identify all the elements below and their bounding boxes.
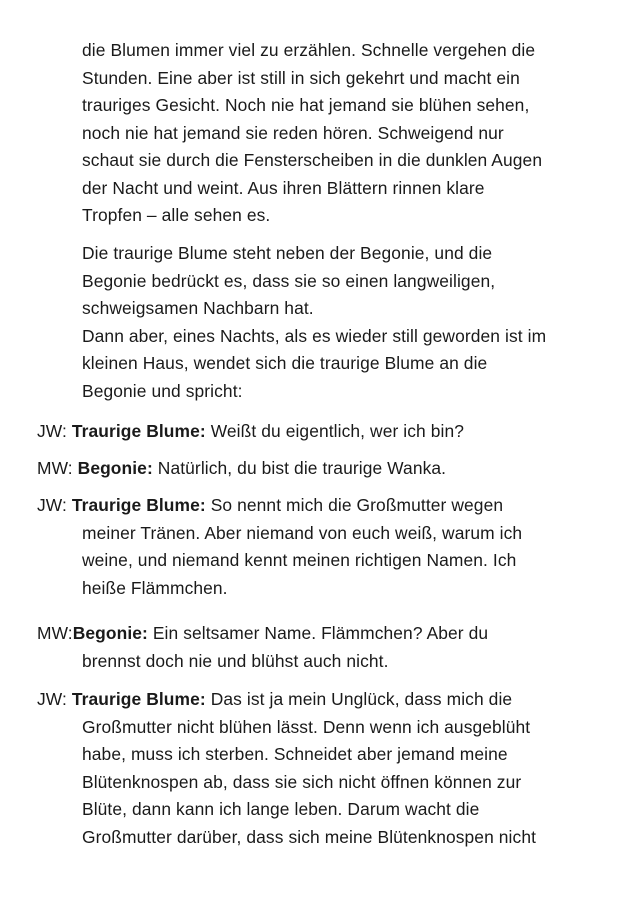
dialogue-first-line <box>37 686 536 714</box>
dialogue-text: So nennt mich die Großmutter wegen <box>205 495 504 515</box>
speaker-tag: MW: <box>37 458 78 478</box>
text-line: der Nacht und weint. Aus ihren Blättern rinnen klare <box>82 177 485 198</box>
dialogue-entry <box>0 686 536 851</box>
role-name: Traurige Blume: <box>71 689 206 709</box>
speaker-tag: JW: <box>37 689 72 709</box>
text-line: trauriges Gesicht. Noch nie hat jemand sie blühen sehen, <box>82 95 530 115</box>
dialogue-text: habe, muss ich sterben. Schneidet aber jemand meine <box>82 744 508 764</box>
speaker-tag: JW: <box>37 495 72 515</box>
dialogue-text: Weißt du eigentlich, wer ich bin? <box>205 421 465 441</box>
role-name: Begonie: <box>77 458 153 478</box>
text-line: Die traurige Blume steht neben der Begonie, und die <box>82 243 493 263</box>
text-line: kleinen Haus, wendet sich die traurige Blume an die <box>82 353 488 373</box>
dialogue-text: heiße Flämmchen. <box>82 577 228 598</box>
role-name: Begonie: <box>72 623 148 643</box>
dialogue-text: meiner Tränen. Aber niemand von euch weiß, warum ich <box>82 522 523 543</box>
dialogue-text: Großmutter darüber, dass sich meine Blütenknospen nicht <box>82 826 537 847</box>
text-line: Tropfen – alle sehen es. <box>82 205 271 225</box>
role-name: Traurige Blume: <box>71 495 206 515</box>
text-line: Dann aber, eines Nachts, als es wieder still geworden ist im <box>82 325 547 346</box>
text-line: noch nie hat jemand sie reden hören. Schweigend nur <box>82 122 504 143</box>
dialogue-text: Ein seltsamer Name. Flämmchen? Aber du <box>147 623 489 643</box>
narrative-paragraph-1 <box>0 37 542 230</box>
dialogue-entry <box>0 418 464 446</box>
text-line: Stunden. Eine aber ist still in sich gekehrt und macht ein <box>82 67 520 88</box>
dialogue-text: Das ist ja mein Unglück, dass mich die <box>205 689 513 709</box>
dialogue-first-line <box>37 492 522 520</box>
dialogue-first-line <box>37 620 488 648</box>
text-line: Begonie bedrückt es, dass sie so einen langweiligen, <box>82 270 496 291</box>
dialogue-text: Natürlich, du bist die traurige Wanka. <box>152 458 447 478</box>
dialogue-first-line <box>37 455 446 483</box>
dialogue-text: Großmutter nicht blühen lässt. Denn wenn ich ausgeblüht <box>82 716 531 737</box>
speaker-tag: MW: <box>37 623 73 643</box>
dialogue-text: Blütenknospen ab, dass sie sich nicht öffnen können zur <box>82 771 522 792</box>
text-line: schweigsamen Nachbarn hat. <box>82 298 314 318</box>
dialogue-text: brennst doch nie und blühst auch nicht. <box>82 650 389 671</box>
dialogue-entry <box>0 620 488 675</box>
role-name: Traurige Blume: <box>71 421 206 441</box>
text-line: die Blumen immer viel zu erzählen. Schnelle vergehen die <box>82 40 536 60</box>
dialogue-first-line <box>37 418 464 446</box>
dialogue-text: Blüte, dann kann ich lange leben. Darum wacht die <box>82 799 480 819</box>
dialogue-text: weine, und niemand kennt meinen richtigen Namen. Ich <box>82 550 517 570</box>
text-line: schaut sie durch die Fensterscheiben in die dunklen Augen <box>82 150 543 170</box>
narrative-paragraph-2 <box>0 240 546 405</box>
dialogue-entry <box>0 492 522 602</box>
speaker-tag: JW: <box>37 421 72 441</box>
text-line: Begonie und spricht: <box>82 380 243 401</box>
dialogue-entry <box>0 455 446 483</box>
